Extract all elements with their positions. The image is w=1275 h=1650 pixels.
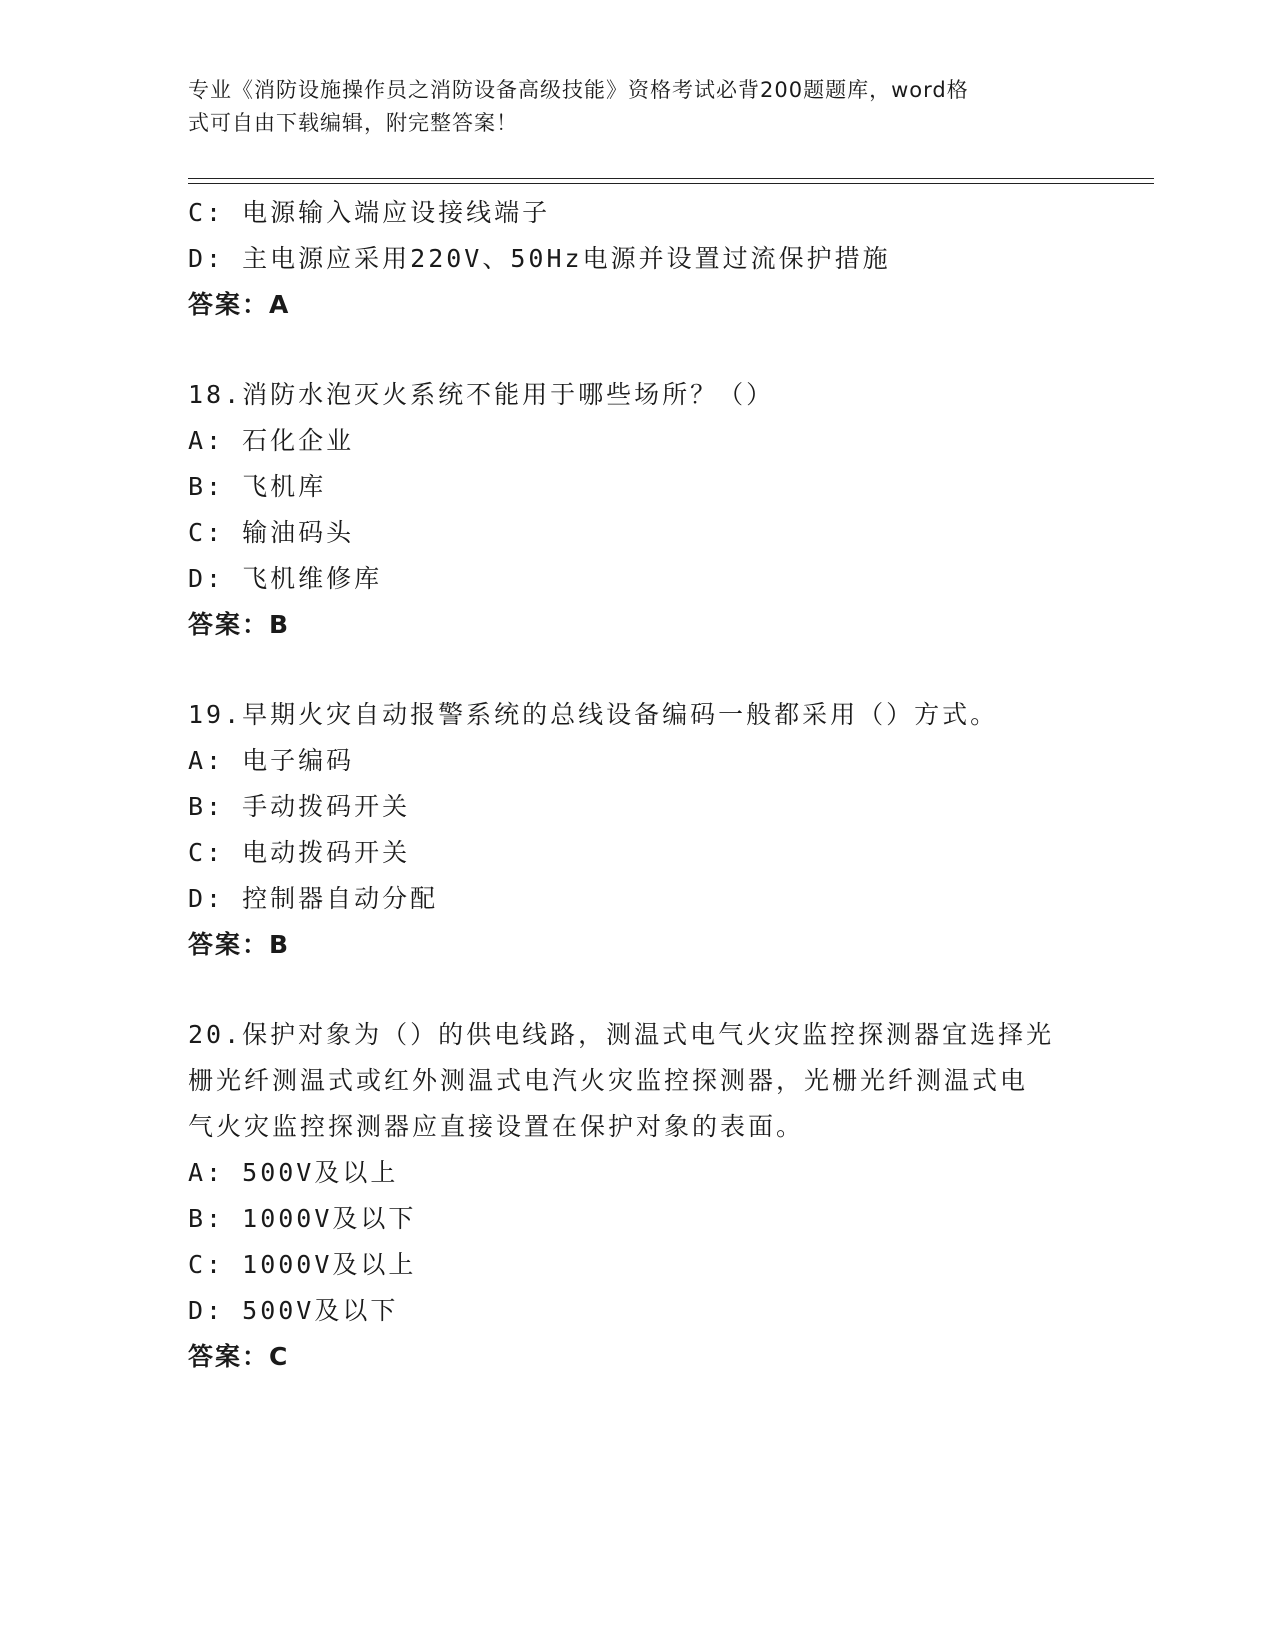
answer-label: 答案：B [188, 610, 291, 639]
option-b: B: 手动拨码开关 [188, 792, 411, 821]
document-header [188, 74, 1068, 140]
question-stem-line-3: 气火灾监控探测器应直接设置在保护对象的表面。 [188, 1112, 805, 1141]
question-stem: 18.消防水泡灭火系统不能用于哪些场所？（） [188, 380, 775, 409]
option-c: C: 1000V及以上 [188, 1250, 417, 1279]
header-line-2: 式可自由下载编辑，附完整答案！ [188, 111, 518, 135]
answer-label: 答案：C [188, 1342, 290, 1371]
question-spacer [188, 648, 1088, 692]
option-a: A: 石化企业 [188, 426, 355, 455]
option-d: D: 500V及以下 [188, 1296, 399, 1325]
question-18 [188, 372, 1088, 648]
question-17-tail [188, 190, 1088, 328]
header-line-1: 专业《消防设施操作员之消防设备高级技能》资格考试必背200题题库，word格 [188, 78, 969, 102]
header-divider-bottom [188, 183, 1154, 184]
option-a: A: 电子编码 [188, 746, 355, 775]
option-d: D: 控制器自动分配 [188, 884, 439, 913]
question-list [188, 190, 1088, 1380]
answer-label: 答案：B [188, 930, 291, 959]
option-c: C: 输油码头 [188, 518, 355, 547]
question-spacer [188, 328, 1088, 372]
option-b: B: 1000V及以下 [188, 1204, 417, 1233]
option-c: C: 电源输入端应设接线端子 [188, 198, 551, 227]
option-c: C: 电动拨码开关 [188, 838, 411, 867]
option-b: B: 飞机库 [188, 472, 327, 501]
question-20 [188, 1012, 1088, 1380]
header-divider-top [188, 178, 1154, 179]
question-spacer [188, 968, 1088, 1012]
option-d: D: 主电源应采用220V、50Hz电源并设置过流保护措施 [188, 244, 891, 273]
question-stem-line-2: 栅光纤测温式或红外测温式电汽火灾监控探测器，光栅光纤测温式电 [188, 1066, 1029, 1095]
question-19 [188, 692, 1088, 968]
option-a: A: 500V及以上 [188, 1158, 399, 1187]
answer-label: 答案：A [188, 290, 291, 319]
option-d: D: 飞机维修库 [188, 564, 383, 593]
question-stem: 19.早期火灾自动报警系统的总线设备编码一般都采用（）方式。 [188, 700, 999, 729]
question-stem-line-1: 20.保护对象为（）的供电线路，测温式电气火灾监控探测器宜选择光 [188, 1020, 1055, 1049]
